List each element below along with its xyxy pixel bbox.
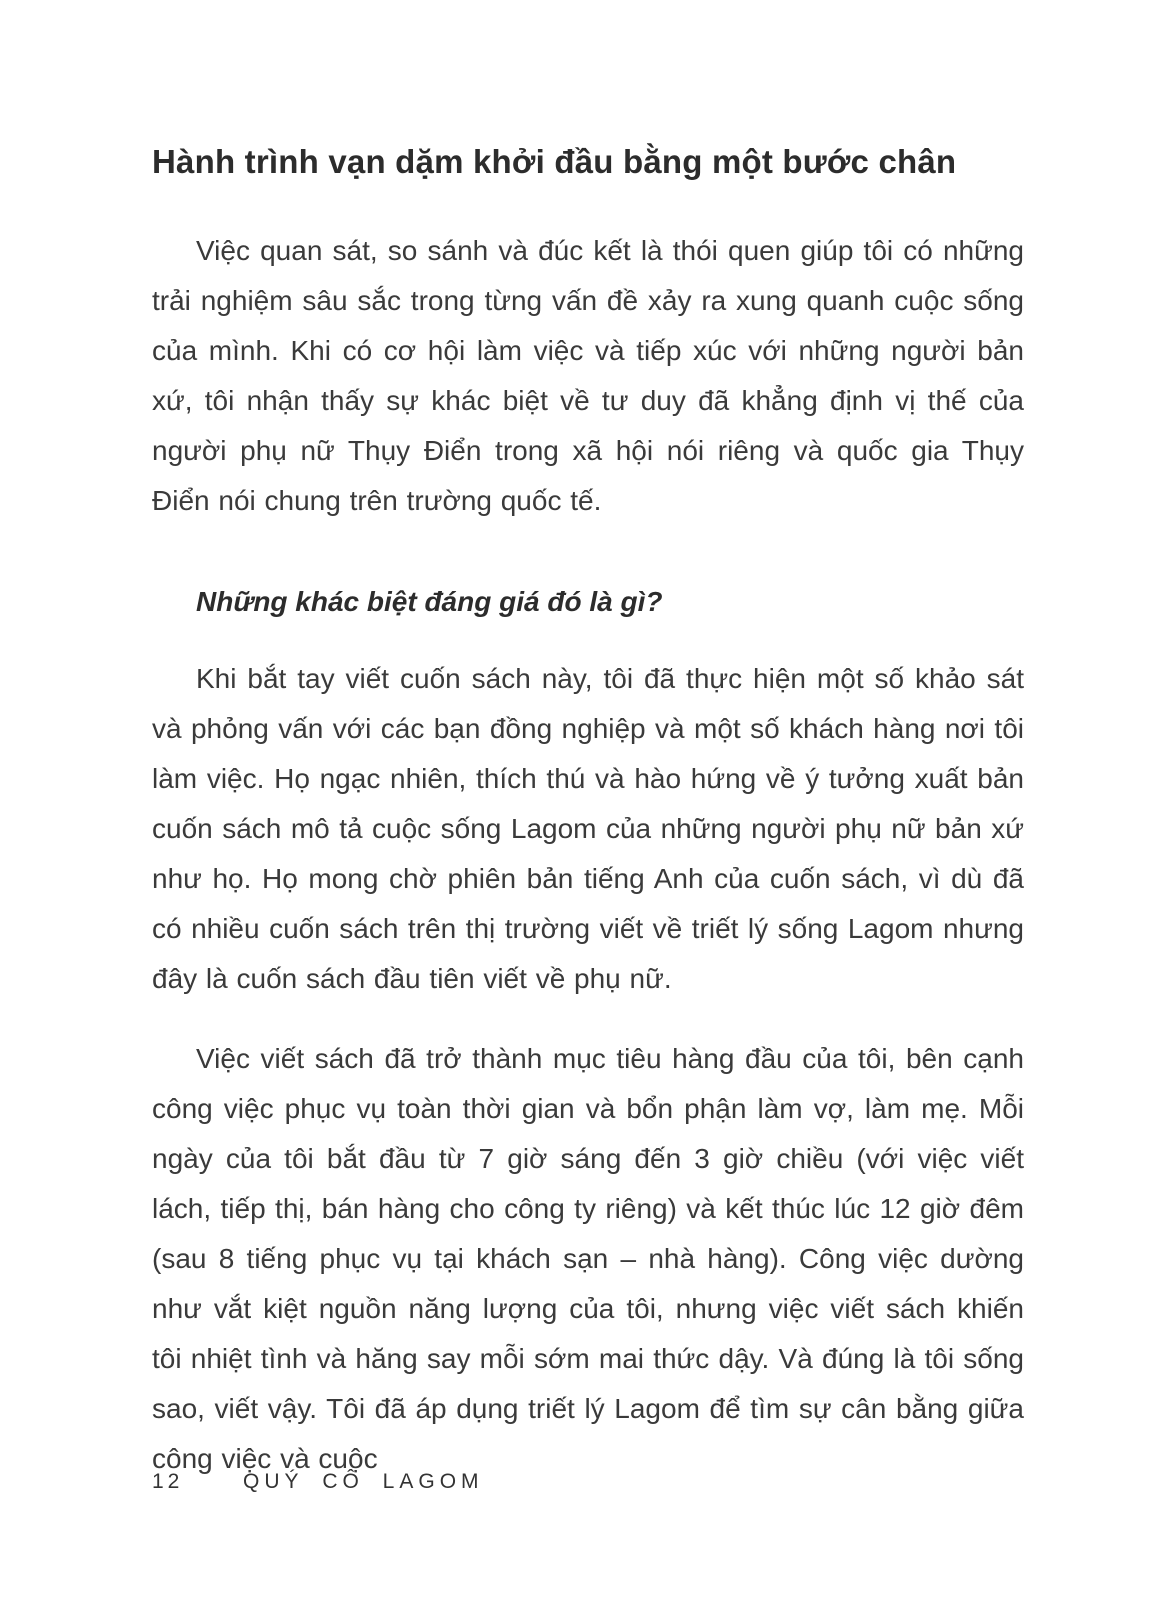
section-subheading: Những khác biệt đáng giá đó là gì? [196,586,663,617]
chapter-heading: Hành trình vạn dặm khởi đầu bằng một bước chân [152,143,957,180]
paragraph-1: Việc quan sát, so sánh và đúc kết là thói quen giúp tôi có những trải nghiệm sâu sắc trong từng vấn đề xảy ra xung quanh cuộc sống của mình. Khi có cơ hội làm việc và tiếp xúc với những người bản xứ, tôi nhận thấy sự khác biệt về tư duy đã khẳng định vị thế của người phụ nữ Thụy Điển trong xã hội nói riêng và quốc gia Thụy Điển nói chung trên trường quốc tế. [152,235,1024,516]
paragraph-3: Việc viết sách đã trở thành mục tiêu hàng đầu của tôi, bên cạnh công việc phục vụ toàn thời gian và bổn phận làm vợ, làm mẹ. Mỗi ngày của tôi bắt đầu từ 7 giờ sáng đến 3 giờ chiều (với việc viết lách, tiếp thị, bán hàng cho công ty riêng) và kết thúc lúc 12 giờ đêm (sau 8 tiếng phục vụ tại khách sạn – nhà hàng). Công việc dường như vắt kiệt nguồn năng lượng của tôi, nhưng việc viết sách khiến tôi nhiệt tình và hăng say mỗi sớm mai thức dậy. Và đúng là tôi sống sao, viết vậy. Tôi đã áp dụng triết lý Lagom để tìm sự cân bằng giữa công việc và cuộc [152,1043,1024,1474]
running-title: QUÝ CÔ LAGOM [243,1470,484,1493]
page-footer [152,1468,484,1496]
paragraph-2: Khi bắt tay viết cuốn sách này, tôi đã thực hiện một số khảo sát và phỏng vấn với các bạn đồng nghiệp và một số khách hàng nơi tôi làm việc. Họ ngạc nhiên, thích thú và hào hứng về ý tưởng xuất bản cuốn sách mô tả cuộc sống Lagom của những người phụ nữ bản xứ như họ. Họ mong chờ phiên bản tiếng Anh của cuốn sách, vì dù đã có nhiều cuốn sách trên thị trường viết về triết lý sống Lagom nhưng đây là cuốn sách đầu tiên viết về phụ nữ. [152,663,1024,994]
page-content [152,0,1024,1484]
page-number: 12 [152,1470,184,1493]
